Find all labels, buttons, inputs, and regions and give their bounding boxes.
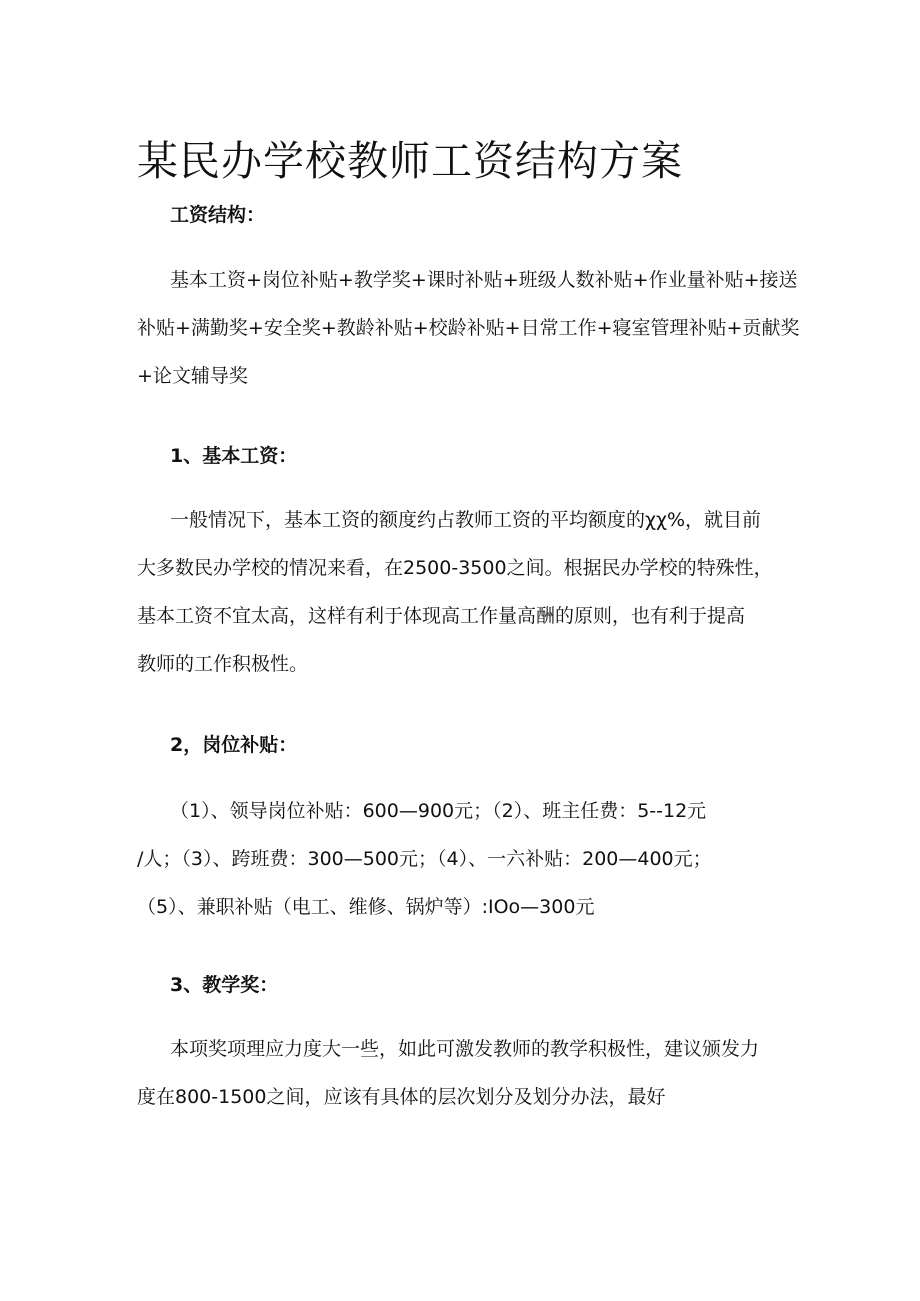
document-title: 某民办学校教师工资结构方案 bbox=[137, 137, 683, 185]
section3-heading: 3、教学奖： bbox=[170, 974, 279, 996]
section1-heading: 1、基本工资： bbox=[170, 445, 298, 467]
structure-paragraph bbox=[137, 256, 800, 400]
paragraph-line: 补贴+满勤奖+安全奖+教龄补贴+校龄补贴+日常工作+寝室管理补贴+贡献奖 bbox=[137, 317, 800, 339]
paragraph-line: （1）、领导岗位补贴：600—900元；（2）、班主任费：5--12元 bbox=[170, 800, 707, 822]
paragraph-line: /人；（3）、跨班费：300—500元；（4）、一六补贴：200—400元； bbox=[137, 848, 712, 870]
paragraph-line: 大多数民办学校的情况来看，在2500-3500之间。根据民办学校的特殊性， bbox=[137, 557, 773, 579]
paragraph-line: 基本工资+岗位补贴+教学奖+课时补贴+班级人数补贴+作业量补贴+接送 bbox=[170, 269, 798, 291]
paragraph-line: （5）、兼职补贴（电工、维修、锅炉等）:IOo—300元 bbox=[137, 896, 595, 918]
paragraph-line: 基本工资不宜太高，这样有利于体现高工作量高酬的原则，也有利于提高 bbox=[137, 605, 746, 627]
section3-paragraph bbox=[137, 1025, 787, 1121]
section2-paragraph bbox=[137, 787, 787, 931]
paragraph-line: 本项奖项理应力度大一些，如此可激发教师的教学积极性，建议颁发力 bbox=[170, 1038, 760, 1060]
structure-heading: 工资结构： bbox=[170, 204, 266, 226]
section1-paragraph bbox=[137, 496, 787, 688]
section2-heading: 2，岗位补贴： bbox=[170, 734, 298, 756]
paragraph-line: 度在800-1500之间，应该有具体的层次划分及划分办法，最好 bbox=[137, 1086, 666, 1108]
paragraph-line: +论文辅导奖 bbox=[137, 365, 248, 387]
paragraph-line: 教师的工作积极性。 bbox=[137, 653, 309, 675]
paragraph-line: 一般情况下，基本工资的额度约占教师工资的平均额度的χχ%，就目前 bbox=[170, 509, 762, 531]
